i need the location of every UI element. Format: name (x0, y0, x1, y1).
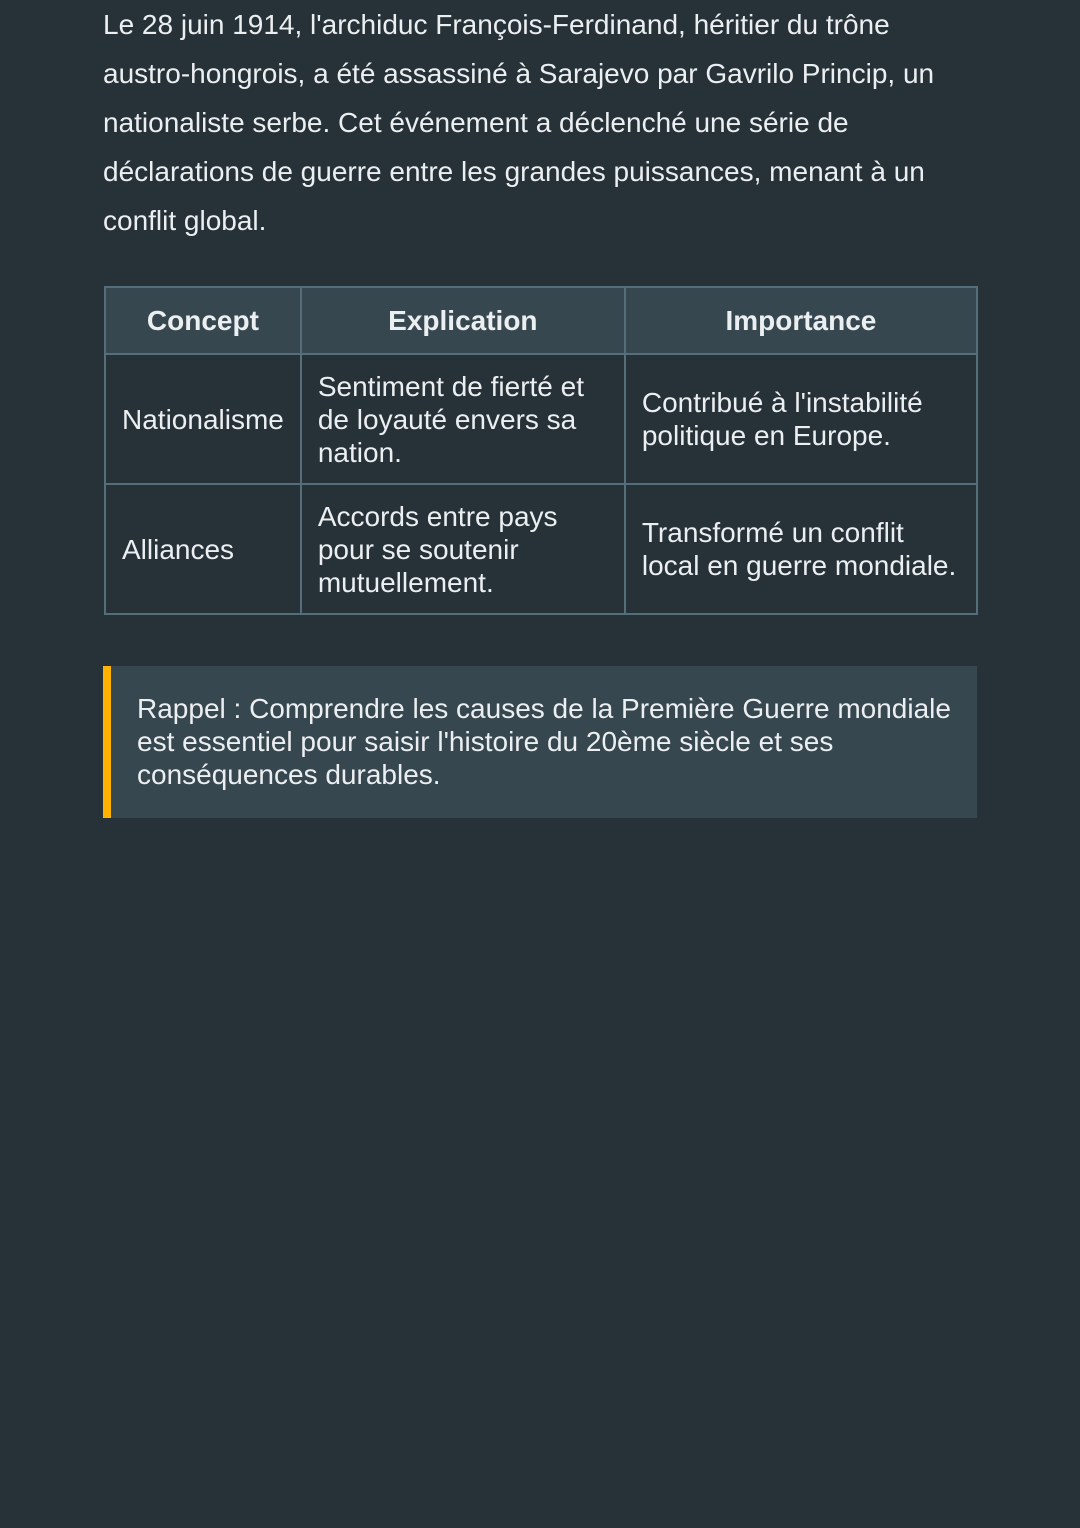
intro-paragraph: Le 28 juin 1914, l'archiduc François-Ferdinand, héritier du trône austro-hongrois, a été assassiné à Sarajevo par Gavrilo Princip, un nationaliste serbe. Cet événement a déclenché une série de déclarations de guerre entre les grandes puissances, menant à un conflit global. (103, 9, 935, 236)
cell-concept: Alliances (105, 484, 301, 614)
cell-importance: Transformé un conflit local en guerre mondiale. (625, 484, 977, 614)
header-concept: Concept (105, 287, 301, 354)
table-row (105, 484, 977, 614)
cell-explication: Accords entre pays pour se soutenir mutuellement. (301, 484, 625, 614)
concepts-table (104, 286, 978, 615)
cell-importance: Contribué à l'instabilité politique en Europe. (625, 354, 977, 484)
table-row (105, 354, 977, 484)
table-header-row (105, 287, 977, 354)
reminder-callout: Rappel : Comprendre les causes de la Première Guerre mondiale est essentiel pour saisir l'histoire du 20ème siècle et ses conséquences durables. (103, 666, 977, 818)
cell-explication: Sentiment de fierté et de loyauté envers sa nation. (301, 354, 625, 484)
header-importance: Importance (625, 287, 977, 354)
cell-concept: Nationalisme (105, 354, 301, 484)
header-explication: Explication (301, 287, 625, 354)
